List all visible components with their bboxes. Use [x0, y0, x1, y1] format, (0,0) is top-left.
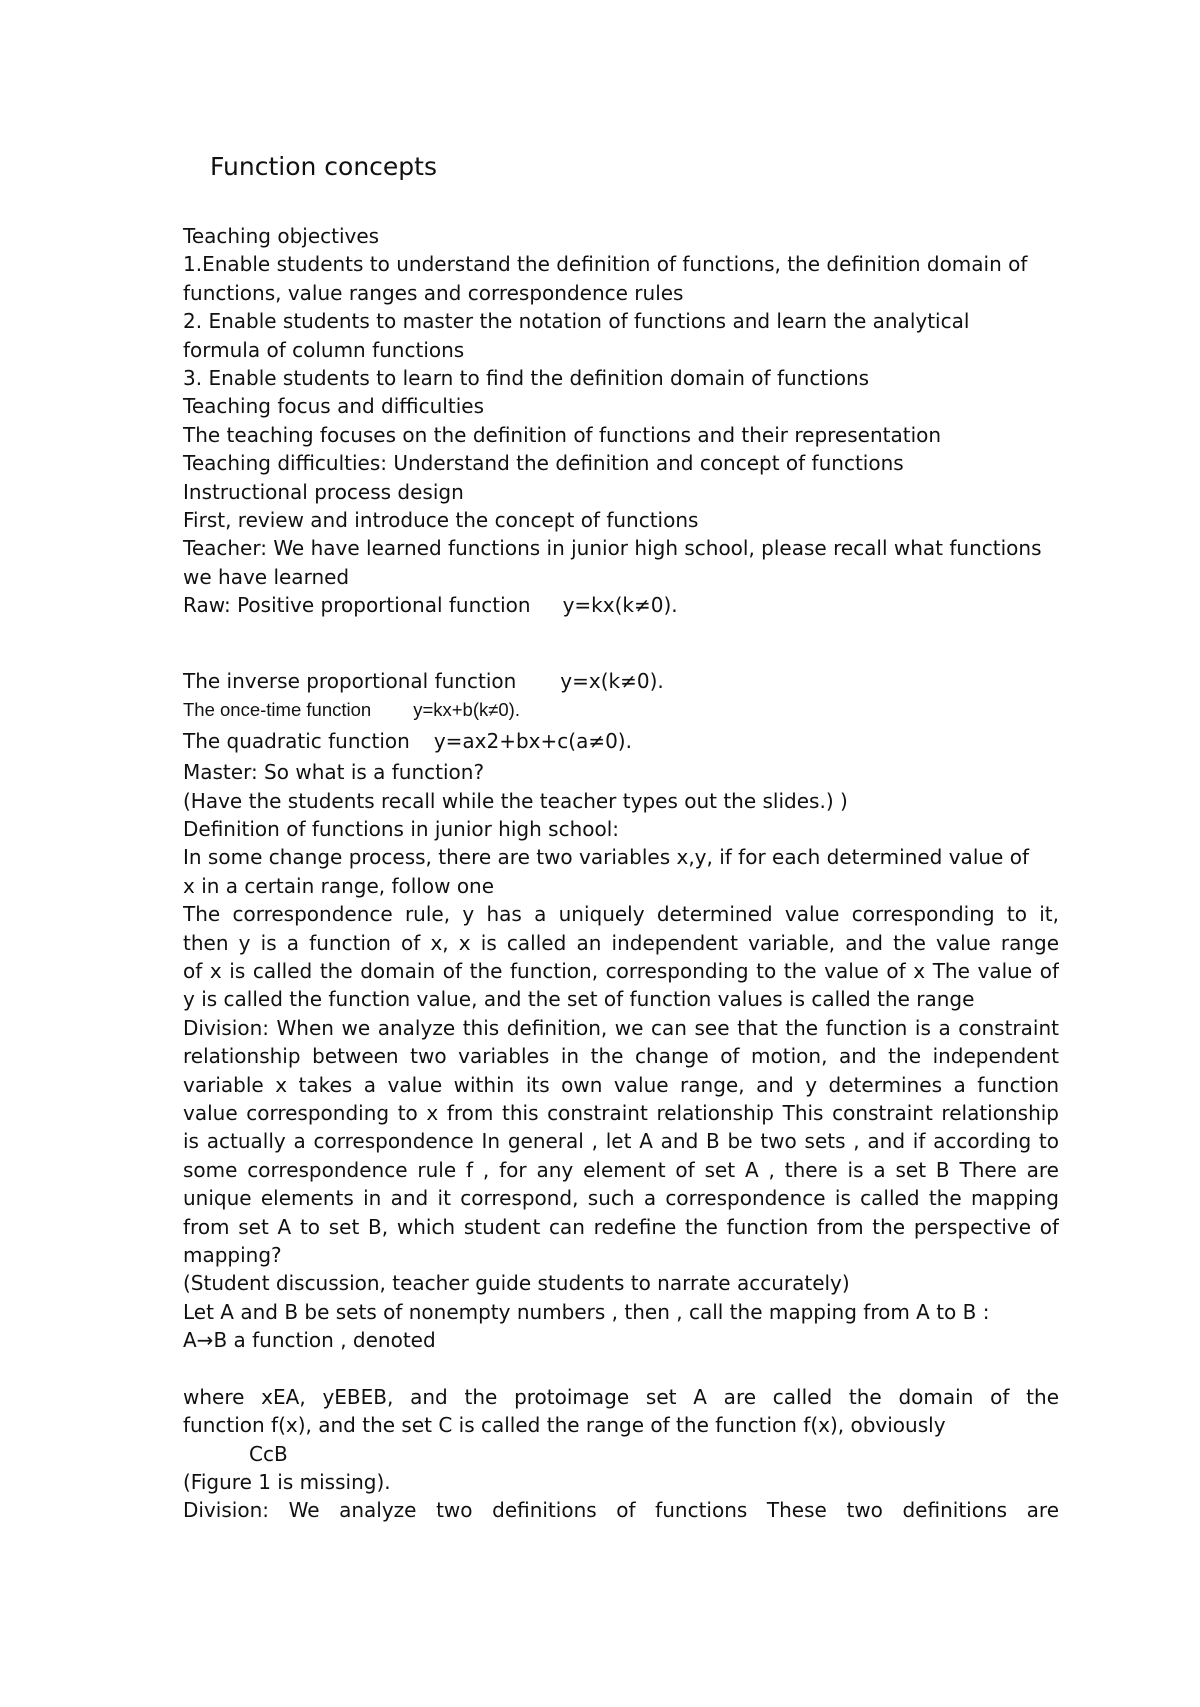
text-line: unique elements in and it correspond, such a correspondence is called the mapping: [183, 1186, 1059, 1211]
text-line: y is called the function value, and the set of function values is called the range: [183, 987, 975, 1012]
text-line: of x is called the domain of the function, corresponding to the value of x The value of: [183, 958, 1059, 983]
function-line: [183, 667, 1059, 695]
raw-label: Raw: Positive proportional function: [183, 593, 531, 618]
spacer: [183, 1354, 1059, 1382]
function-equation: y=kx+b(k≠0).: [413, 698, 520, 720]
text-line: Let A and B be sets of nonempty numbers , then , call the mapping from A to B :: [183, 1299, 990, 1324]
function-label: The inverse proportional function: [183, 669, 517, 694]
text-line: where xEA, yEBEB, and the protoimage set A are called the domain of the: [183, 1384, 1059, 1409]
text-line: (Student discussion, teacher guide students to narrate accurately): [183, 1271, 850, 1296]
text-line: CcB: [249, 1441, 288, 1466]
text-line: then y is a function of x, x is called an independent variable, and the value range: [183, 930, 1059, 955]
function-equation: y=x(k≠0).: [560, 669, 664, 694]
text-line: value corresponding to x from this constraint relationship This constraint relationship: [183, 1100, 1059, 1125]
text-line: variable x takes a value within its own value range, and y determines a function: [183, 1072, 1059, 1097]
text-line: some correspondence rule f , for any element of set A , there is a set B There are: [183, 1157, 1059, 1182]
page-title: Function concepts: [210, 152, 437, 181]
text-line: we have learned: [183, 564, 350, 589]
text-line: formula of column functions: [183, 337, 465, 362]
text-line: A→B a function , denoted: [183, 1328, 436, 1353]
text-line: mapping?: [183, 1242, 282, 1267]
text-line: Division: We analyze two definitions of functions These two definitions are: [183, 1498, 1059, 1523]
text-line: Division: When we analyze this definition, we can see that the function is a constraint: [183, 1015, 1059, 1040]
text-line: x in a certain range, follow one: [183, 873, 495, 898]
text-line: 1.Enable students to understand the definition of functions, the definition domain of: [183, 252, 1028, 277]
text-line: In some change process, there are two variables x,y, if for each determined value of: [183, 845, 1029, 870]
function-equation: y=ax2+bx+c(a≠0).: [433, 729, 632, 754]
spacer: [183, 619, 1059, 667]
text-line: Teaching objectives: [183, 224, 380, 248]
text-line: 2. Enable students to master the notation of functions and learn the analytical: [183, 309, 970, 334]
text-line: Master: So what is a function?: [183, 760, 485, 785]
text-line: Teaching focus and difficulties: [183, 394, 484, 419]
text-line: functions, value ranges and correspondence rules: [183, 280, 684, 305]
text-line: The correspondence rule, y has a uniquely determined value corresponding to it,: [183, 902, 1059, 927]
text-line: Instructional process design: [183, 479, 464, 504]
function-line: [183, 696, 1059, 724]
document-body: [183, 222, 1059, 1525]
text-line: Teaching difficulties: Understand the definition and concept of functions: [183, 451, 904, 476]
function-label: The once-time function: [183, 698, 372, 720]
text-line: 3. Enable students to learn to find the definition domain of functions: [183, 365, 870, 390]
function-line: [183, 724, 1059, 758]
text-line: function f(x), and the set C is called the range of the function f(x), obviously: [183, 1413, 946, 1438]
text-line: First, review and introduce the concept of functions: [183, 507, 699, 532]
raw-equation: y=kx(k≠0).: [562, 593, 678, 618]
text-line: Definition of functions in junior high school:: [183, 817, 620, 842]
text-line: relationship between two variables in the change of motion, and the independent: [183, 1044, 1059, 1069]
function-label: The quadratic function: [183, 729, 410, 754]
text-line: The teaching focuses on the definition of functions and their representation: [183, 422, 942, 447]
text-line: from set A to set B, which student can redefine the function from the perspective of: [183, 1214, 1059, 1239]
figure-note: (Figure 1 is missing).: [183, 1470, 391, 1495]
text-line: Teacher: We have learned functions in junior high school, please recall what functions: [183, 536, 1042, 561]
raw-line: [183, 591, 1059, 619]
text-line: (Have the students recall while the teacher types out the slides.) ): [183, 788, 848, 813]
text-line: is actually a correspondence In general , let A and B be two sets , and if according to: [183, 1129, 1059, 1154]
